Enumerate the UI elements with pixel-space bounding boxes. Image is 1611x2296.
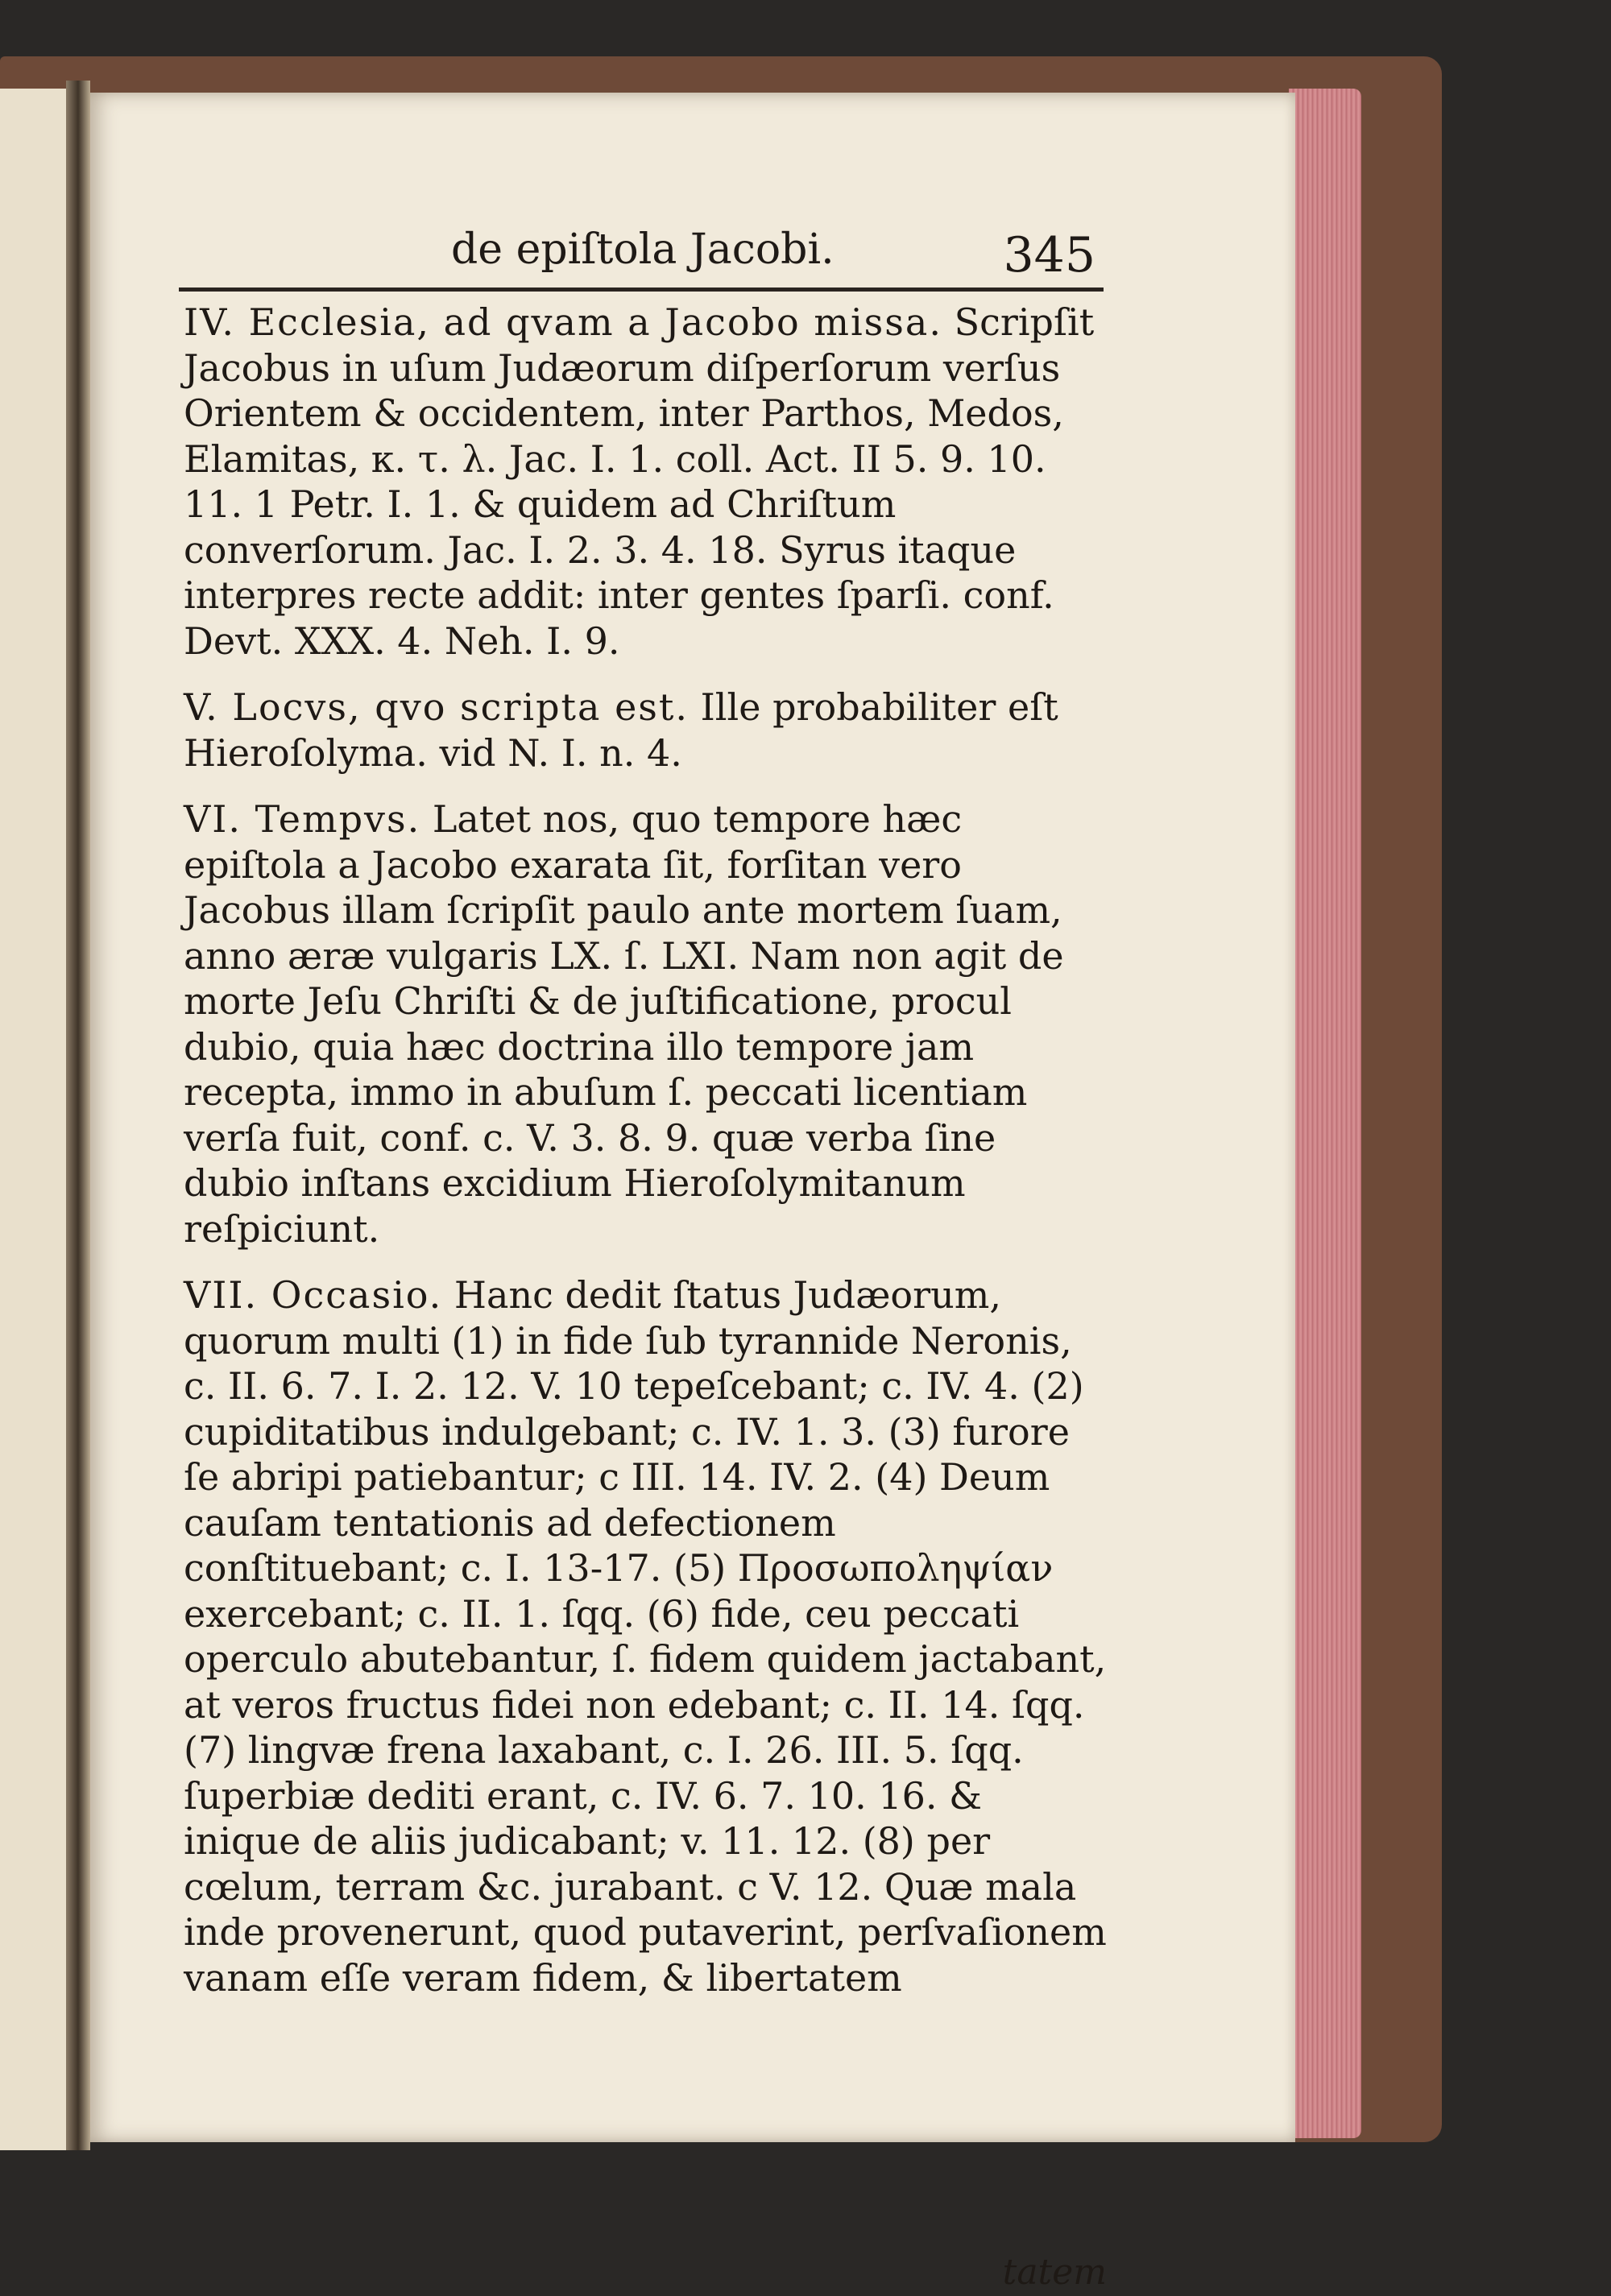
page-number: 345 (1003, 227, 1095, 283)
section-label: VII. Occasio. (184, 1273, 443, 1317)
section-tempus (184, 796, 1107, 1251)
section-occasio (184, 1272, 1107, 2000)
book-gutter (66, 81, 90, 2150)
page-edges-red (1289, 89, 1361, 2138)
catchword: tatem (1002, 2252, 1107, 2293)
left-page-edge (0, 89, 74, 2150)
header-rule (179, 288, 1104, 292)
section-body: Scripſit Jacobus in uſum Judæorum diſperſorum verſus Orientem & occidentem, inter Parthos, Medos, Elamitas, κ. τ. λ. Jac. I. 1. coll. Act. II 5. 9. 10. 11. 1 Petr. I. 1. & quidem ad Chriſtum converſorum. Jac. I. 2. 3. 4. 18. Syrus itaque interpres recte addit: inter gentes ſparſi. conf. Devt. XXX. 4. Neh. I. 9. (184, 300, 1095, 663)
running-title: de epiſtola Jacobi. (451, 225, 834, 274)
section-body: Hanc dedit ſtatus Judæorum, quorum multi (1) in fide ſub tyrannide Neronis, c. II. 6. 7. I. 2. 12. V. 10 tepeſcebant; c. IV. 4. (2) cupiditatibus indulgebant; c. IV. 1. 3. (3) furore ſe abripi patiebantur; c III. 14. IV. 2. (4) Deum cauſam tentationis ad defectionem conſtituebant; c. I. 13-17. (5) Προσωποληψίαν exercebant; c. II. 1. ſqq. (6) fide, ceu peccati operculo abutebantur, ſ. fidem quidem jactabant, at veros fructus fidei non edebant; c. II. 14. ſqq. (7) lingvæ frena laxabant, c. I. 26. III. 5. ſqq. ſuperbiæ dediti erant, c. IV. 6. 7. 10. 16. & inique de aliis judicabant; v. 11. 12. (8) per cœlum, terram &c. jurabant. c V. 12. Quæ mala inde provenerunt, quod putaverint, perſvaſionem vanam eſſe veram fidem, & libertatem (184, 1273, 1107, 2000)
section-body: Latet nos, quo tempore hæc epiſtola a Jacobo exarata ſit, forſitan vero Jacobus illam ſcripſit paulo ante mortem ſuam, anno æræ vulgaris LX. ſ. LXI. Nam non agit de morte Jeſu Chriſti & de juſtificatione, procul dubio, quia hæc doctrina illo tempore jam recepta, immo in abuſum ſ. peccati licentiam verſa fuit, conf. c. V. 3. 8. 9. quæ verba ſine dubio inſtans excidium Hieroſolymitanum reſpiciunt. (184, 797, 1064, 1251)
section-label: VI. Tempvs. (184, 797, 421, 841)
section-label: V. Locvs, qvo scripta est. (184, 685, 689, 729)
section-body: Ille probabiliter eſt Hieroſolyma. vid N. I. n. 4. (184, 685, 1058, 775)
section-locus (184, 685, 1107, 776)
section-label: IV. Ecclesia, ad qvam a Jacobo missa. (184, 300, 942, 344)
text-block (184, 300, 1107, 2293)
section-ecclesia (184, 300, 1107, 664)
running-head (451, 219, 1095, 283)
